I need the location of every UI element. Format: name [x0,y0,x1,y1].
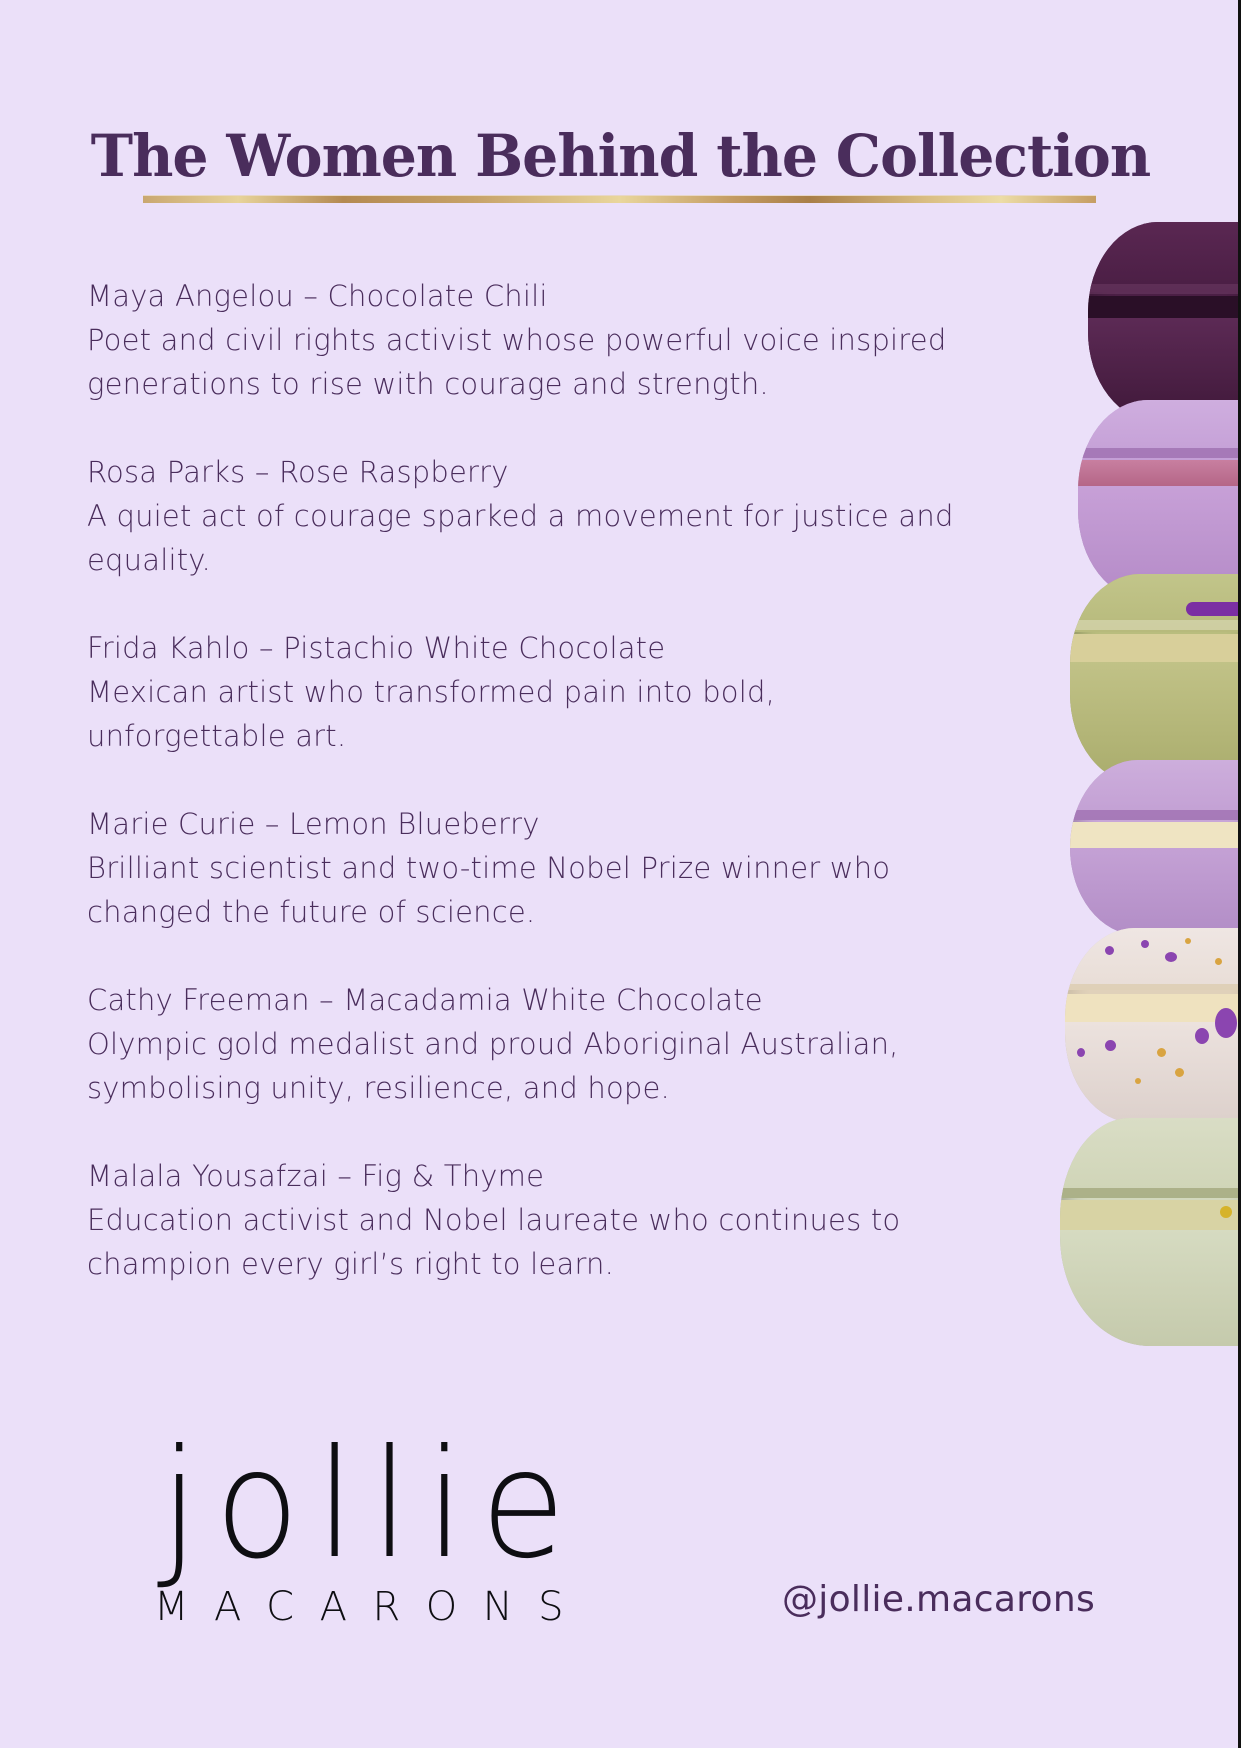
entry-description: A quiet act of courage sparked a movement for justice and equality. [87,499,954,577]
entry-description: Poet and civil rights activist whose powerful voice inspired generations to rise with courage and strength. [87,323,947,401]
entry-heading: Malala Yousafzai – Fig & Thyme [87,1159,545,1193]
entry-description: Brilliant scientist and two-time Nobel Prize winner who changed the future of science. [87,851,891,929]
macaron-fig-thyme [1060,1118,1238,1346]
macaron-stack-image [1048,220,1238,1355]
entry-heading: Rosa Parks – Rose Raspberry [87,455,509,489]
macaron-pistachio [1070,574,1238,784]
list-item [87,626,1047,802]
macaron-lemon-blueberry [1070,760,1238,935]
logo-subtitle: MACARONS [154,1584,590,1630]
list-item [87,978,1047,1154]
entry-heading: Marie Curie – Lemon Blueberry [87,807,540,841]
social-handle: @jollie.macarons [782,1579,1096,1620]
entry-description: Mexican artist who transformed pain into bold, unforgettable art. [87,675,776,753]
entry-description: Education activist and Nobel laureate who continues to champion every girl’s right to learn. [87,1203,901,1281]
logo-wordmark: jollie [160,1418,583,1592]
list-item [87,802,1047,978]
entry-heading: Maya Angelou – Chocolate Chili [87,279,548,313]
list-item [87,450,1047,626]
macaron-chocolate-chili [1088,222,1238,422]
page-title: The Women Behind the Collection [90,122,1151,190]
list-item [87,1154,1047,1330]
collection-list [87,274,1047,1330]
macaron-macadamia [1065,928,1238,1123]
list-item [87,274,1047,450]
entry-heading: Frida Kahlo – Pistachio White Chocolate [87,631,666,665]
entry-heading: Cathy Freeman – Macadamia White Chocolate [87,983,763,1017]
entry-description: Olympic gold medalist and proud Aboriginal Australian, symbolising unity, resilience, and hope. [87,1027,899,1105]
macaron-rose-raspberry [1078,400,1238,600]
gold-underline [143,195,1096,203]
